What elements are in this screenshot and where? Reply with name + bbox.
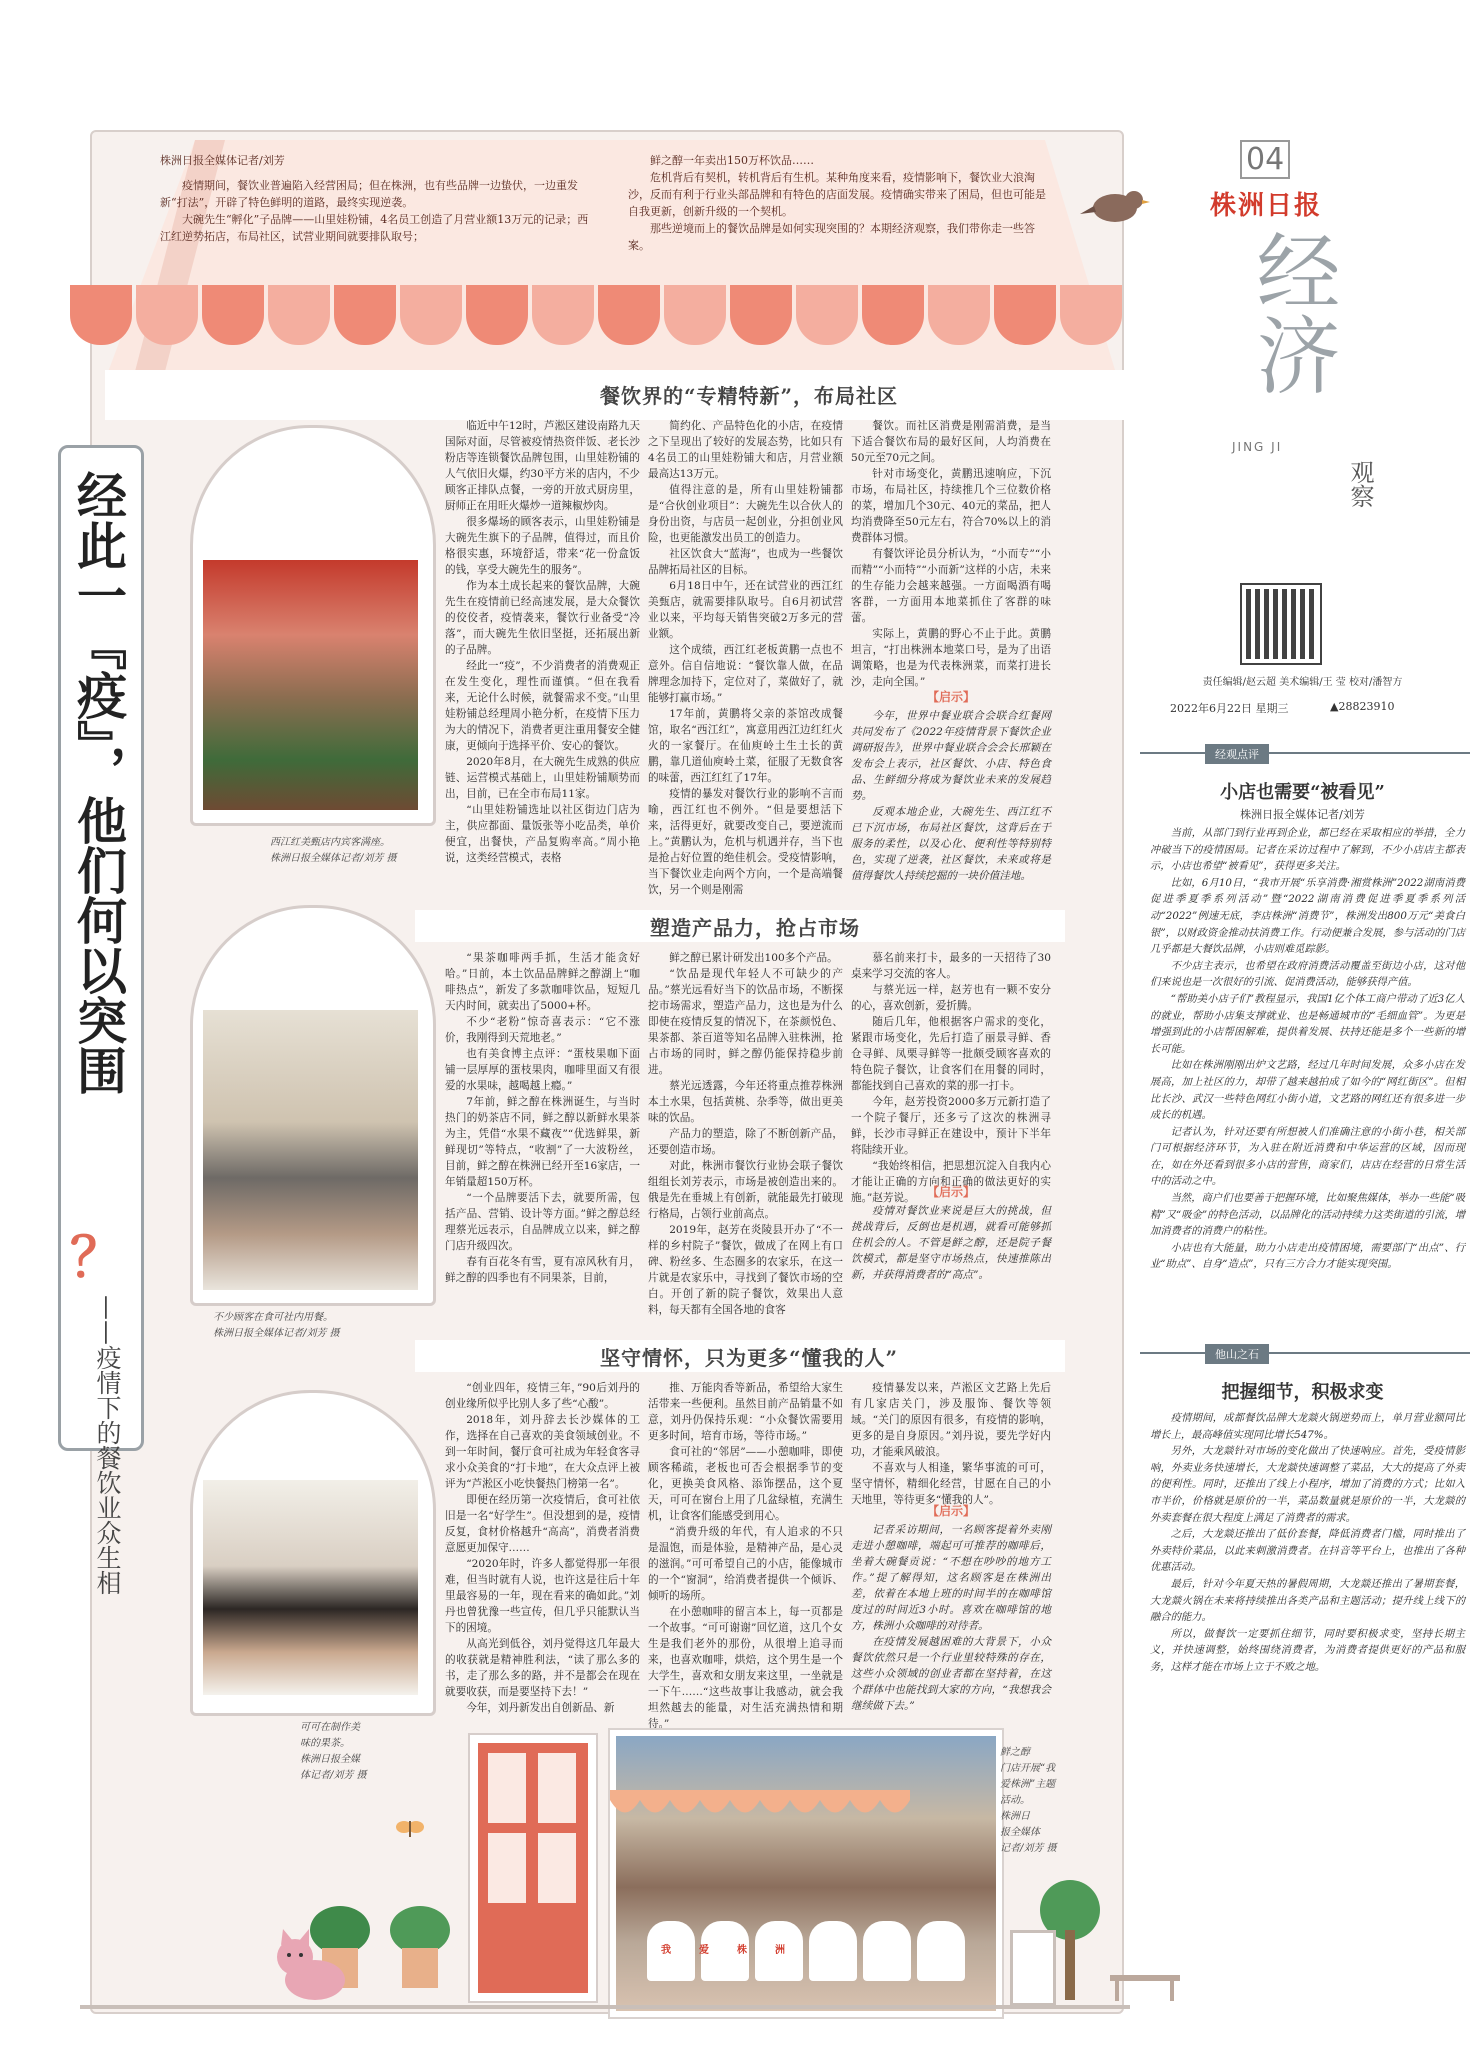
article-paragraph: 2019年，赵芳在炎陵县开办了“不一样的乡村院子”餐饮，做成了在网上有口碑、粉丝多、生态圈多的农家乐，在这一片就是农家乐中，寻找到了餐饮市场的空白。开创了新的院子餐饮，效果出人意料，每天都有全国各地的食客 — [648, 1224, 843, 1316]
issue-date: 2022年6月22日 星期三 — [1170, 702, 1289, 715]
insight-paragraph: 记者采访期间，一名顾客提着外卖刚走进小憩咖啡，端起可可推荐的咖啡后，坐着大碗餐贡说：“不想在吵吵的地方工作。”提了解得知，这名顾客是在株洲出差，依着在本地上班的时间半的在咖啡馆度过的时间近3小时。喜欢在咖啡馆的地方，株洲小众咖啡的对待者。 — [851, 1524, 1051, 1632]
red-door — [470, 1735, 596, 2001]
article-paragraph: “我始终相信，把思想沉淀入自我内心才能让正确的方向和正确的做法更好的实施。”赵芳说。 — [851, 1160, 1051, 1204]
title-question-mark: ？ — [70, 1226, 124, 1289]
article-paragraph: 疫情暴发以来，芦淞区文艺路上先后有几家店关门，涉及服饰、餐饮等领域。“关门的原因有很多，有疫情的影响，更多的是自身原因。”刘丹说，要先学好内功，才能乘风破浪。 — [851, 1382, 1051, 1458]
sidebar1-label: 经观点评 — [1205, 744, 1269, 764]
column-name: 观察 — [1346, 460, 1374, 508]
sidebar-paragraph: 当然，商户们也要善于把握环境，比如聚焦媒体，举办一些能“吸精”又“吸金”的特色活动，以品牌化的活动持续力这类街道的引流，增加消费者的消费户的粘性。 — [1150, 1192, 1465, 1238]
intro-byline: 株洲日报全媒体记者/刘芳 — [160, 154, 285, 167]
article-paragraph: 简约化、产品特色化的小店，在疫情之下呈现出了较好的发展态势，比如只有4名员工的山里娃粉铺大和店，月营业额最高达13万元。 — [648, 420, 843, 480]
article-paragraph: 餐饮。而社区消费是刚需消费，是当下适合餐饮布局的最好区间，人均消费在50元至70元之间。 — [851, 420, 1051, 464]
sidebar-paragraph: 当前，从部门到行业再到企业，都已经在采取相应的举措，全力冲破当下的疫情困局。记者在采访过程中了解到，不少小店店主都表示，小店也希望“被看见”，获得更多关注。 — [1150, 827, 1465, 873]
shirt-slogan: 我爱株洲 — [661, 1945, 813, 1956]
intro-left — [160, 152, 590, 245]
awning-graphic — [610, 1790, 910, 1830]
article-paragraph: 从高光到低谷，刘丹觉得这几年最大的收获就是精神胜利法，“读了那么多的书，走了那么多的路，并不是都会在现在就要收获，而是要坚持下去！” — [445, 1638, 640, 1698]
article-paragraph: 值得注意的是，所有山里娃粉铺都是“合伙创业项目”：大碗先生以合伙人的身份出资，与店员一起创业，分担创业风险，也更能激发出员工的创造力。 — [648, 484, 843, 544]
sidebar-paragraph: 疫情期间，成都餐饮品牌大龙燚火锅逆势而上，单月营业额同比增长上，最高峰值实现同比增长547%。 — [1150, 1412, 1465, 1441]
insight-paragraph: 反观本地企业，大碗先生、西江红不已下沉市场，布局社区餐饮，这背后在于服务的柔性，以及心化、便利性等特别特色，实现了逆袭，社区餐饮，未来或将是值得餐饮人持续挖掘的一块价值洼地。 — [851, 806, 1051, 882]
credits: 责任编辑/赵云超 美术编辑/王 莹 校对/潘智方 — [1202, 677, 1403, 688]
article-paragraph: 今年，刘丹新发出自创新品、新 — [466, 1702, 615, 1714]
sidebar-paragraph: 记者认为，针对还要有所想被人们准确注意的小街小巷，相关部门可根据经济环节，为入驻在附近消费和中华运营的区域，因而现在，如在外还看到很多小店的营售，商家们，店店在经营的日常生活中的活动之中。 — [1150, 1125, 1465, 1188]
article-paragraph: 很多爆场的顾客表示，山里娃粉铺是大碗先生旗下的子品牌，值得过，而且价格很实惠，环境舒适，带来“花一份盒饭的钱，享受大碗先生的服务”。 — [445, 516, 640, 576]
insight-paragraph: 在疫情发展越困难的大背景下，小众餐饮依然只是一个行业里较特殊的存在，这些小众领域的创业者都在坚持着，在这个群体中也能找到大家的方向，“我想我会继续做下去。” — [851, 1636, 1051, 1712]
article-paragraph: 春有百花冬有雪，夏有凉风秋有月，鲜之醇的四季也有不同果茶，目前， — [445, 1256, 640, 1284]
section1-heading: 餐饮界的“专精特新”，布局社区 — [600, 384, 899, 408]
article-paragraph: 随后几年，他根据客户需求的变化，紧跟市场变化，先后打造了丽景寻鲜、香仓寻鲜、凤栗寻鲜等一批颇受顾客喜欢的特色院子餐饮，让食客们在用餐的同时，都能找到自己喜欢的菜的那一打卡。 — [851, 1016, 1051, 1092]
photo-cafe — [203, 1010, 418, 1290]
photo-shopfront — [610, 1730, 1002, 2017]
article-paragraph: 临近中午12时，芦淞区建设南路九天国际对面，尽管被疫情热资伴饭、老长沙粉店等连锁餐饮品牌包围，山里娃粉铺的人气依旧火爆，约30平方米的店内，不少顾客正排队点餐，一旁的开放式厨房里，厨师正在用旺火爆炒一道辣椒炒肉。 — [445, 420, 640, 512]
article-paragraph: 17年前，黄鹏将父亲的茶馆改成餐馆，取名“西江红”，寓意用西江边红红火火的一家餐厅。在仙庾岭土生土长的黄鹏，靠几道仙庾岭土菜，征服了无数食客的味蕾，西江红红了17年。 — [648, 708, 843, 784]
article-paragraph: 2018年，刘丹辞去长沙媒体的工作，选择在自己喜欢的美食领域创业。不到一年时间，餐厅食可社成为年轻食客寻求小众美食的“打卡地”，在大众点评上被评为“芦淞区小吃快餐热门榜第一名”。 — [445, 1414, 640, 1490]
sidebar-paragraph: 所以，做餐饮一定要抓住细节，同时要积极求变，坚持长期主义，并快速调整，始终围绕消费者，为消费者提供更好的产品和服务，这样才能在市场上立于不败之地。 — [1150, 1627, 1465, 1673]
article-paragraph: 6月18日中午，还在试营业的西江红美甄店，就需要排队取号。自6月初试营业以来，平均每天销售突破2万多元的营业额。 — [648, 580, 843, 640]
section1-insight-tag: 【启示】 — [926, 690, 975, 704]
insight-paragraph: 疫情对餐饮业来说是巨大的挑战，但挑战背后，反倒也是机遇，就看可能够抓住机会的人。不管是鲜之醇，还是院子餐饮模式，都是坚守市场热点，快速推陈出新，并获得消费者的“高点”。 — [851, 1205, 1051, 1281]
article-paragraph: 蔡光远透露，今年还将重点推荐株洲本土水果，包括黄桃、杂季等，做出更美味的饮品。 — [648, 1080, 843, 1124]
intro-para: 那些逆境而上的餐饮品牌是如何实现突围的？本期经济观察，我们带你走一些答案。 — [628, 222, 1035, 252]
menu-board — [1010, 1930, 1056, 2006]
sidebar-paragraph: 比如在株洲刚刚出炉文艺路，经过几年时间发展，众多小店在发展高，加上社区的力，却带了越来越拍成了如今的“网红街区”。但相比长沙、武汉一些特色网红小街小道，文艺路的网红还有很多进一步成长的机遇。 — [1150, 1059, 1465, 1122]
section-big-title: 经济 — [1243, 228, 1341, 396]
intro-para: 大碗先生“孵化”子品牌——山里娃粉铺，4名员工创造了月营业额13万元的记录；西江红逆势拓店，布局社区，试营业期间就要排队取号； — [160, 213, 589, 243]
divider — [1140, 752, 1470, 754]
sidebar-paragraph: 之后，大龙燚还推出了低价套餐，降低消费者门槛，同时推出了外卖特价菜品，以此来刺激消费者。在抖音等平台上，也推出了各种优惠活动。 — [1150, 1528, 1465, 1574]
section1-col1 — [445, 418, 640, 913]
sidebar-paragraph: 最后，针对今年夏天热的暑假周期，大龙燚还推出了暑期套餐，大龙燚火锅在未来将持续推出各类产品和主题活动；提升线上线下的融合的能力。 — [1150, 1577, 1465, 1624]
article-paragraph: 对此，株洲市餐饮行业协会联子餐饮组组长刘芳表示，市场是被创造出来的。俄是先在垂城上有创新，就能最先打破现行格局，占领行业前高点。 — [648, 1160, 843, 1220]
sidebar1-byline: 株洲日报全媒体记者/刘芳 — [1240, 808, 1365, 821]
sidebar-paragraph: “帮助美小店子们”教程显示，我国1亿个体工商户带动了近3亿人的就业，帮助小店集支撑就业、也是畅通城市的“毛细血管”。为更是增强到此的小店帮困解难，提供着发展、扶持还能是多个一些新的增长可能。 — [1150, 992, 1465, 1055]
article-paragraph: 不少“老粉”惊奇喜表示：“它不涨价，我刚得到天荒地老。” — [445, 1016, 640, 1044]
article-paragraph: “果茶咖啡两手抓，生活才能贪好哈。”日前，本土饮品品牌鲜之醇湖上“咖啡热点”，新发了多款咖啡饮品，短短几天内时间，就卖出了5000+杯。 — [445, 952, 640, 1012]
photo-restaurant — [203, 560, 418, 810]
article-paragraph: “创业四年，疫情三年，”90后刘丹的创业缘所似乎比别人多了些“心酸”。 — [445, 1382, 640, 1410]
sidebar1-body — [1150, 825, 1465, 1315]
article-paragraph: 推、万能肉香等新品，希望给大家生活带来一些便利。虽然目前产品销量不如意，刘丹仍保持乐观：“小众餐饮需要用更多时间，培育市场，等待市场。” — [648, 1382, 843, 1442]
roof-eave — [70, 285, 1165, 345]
insight-paragraph: 今年，世界中餐业联合会联合红餐网共同发布了《2022年疫情背景下餐饮企业调研报告》，世界中餐业联合会会长邢颖在发布会上表示，社区餐饮、小店、特色食品、生鲜细分将成为餐饮业未来的发展趋势。 — [851, 710, 1051, 802]
intro-para: 危机背后有契机，转机背后有生机。某种角度来看，疫情影响下，餐饮业大浪淘沙，反而有利于行业头部品牌和有特色的店面发展。疫情确实带来了困局，但也可能是自我更新，创新升级的一个契机。 — [628, 171, 1046, 218]
caption-photo1: 西江红美甄店内宾客满座。 株洲日报全媒体记者/刘芳 摄 — [270, 837, 397, 864]
article-paragraph: 与蔡光远一样，赵芳也有一颗不安分的心，喜欢创新，爱折腾。 — [851, 984, 1051, 1012]
section3-col2 — [648, 1380, 843, 1730]
section2-heading: 塑造产品力，抢占市场 — [650, 916, 860, 940]
intro-para: 鲜之醇一年卖出150万杯饮品…… — [650, 154, 814, 167]
cat-icon — [265, 1925, 355, 2005]
article-paragraph: 也有美食博主点评：“蛋枝果咖下面铺一层厚厚的蛋枝果肉，咖啡里面又有很爱的水果味，越喝越上瘾。” — [445, 1048, 640, 1092]
main-title: 经此一『疫』，他们何以突围 — [69, 470, 127, 1095]
article-paragraph: 慕名前来打卡，最多的一天招待了30桌来学习交流的客人。 — [851, 952, 1051, 980]
main-subtitle: ——疫情下的餐饮业众生相 — [93, 1295, 122, 1595]
intro-para: 疫情期间，餐饮业普遍陷入经营困局；但在株洲，也有些品牌一边蛰伏，一边重发新“打法”，开辟了特色鲜明的道路，最终实现逆袭。 — [160, 179, 578, 209]
sidebar2-title: 把握细节，积极求变 — [1221, 1382, 1384, 1403]
sidebar-paragraph: 另外，大龙燚针对市场的变化做出了快速响应。首先，受疫情影响，外卖业务快速增长，大龙燚快速调整了菜品，大大的提高了外卖的便利性。同时，还推出了线上小程序，增加了消费的方式；比如入市半价，价格就是原价的一半，菜品数量就是原价的一半，大龙燚的外卖套餐在很大程度上满足了消费者的需求。 — [1150, 1445, 1465, 1524]
article-paragraph: 疫情的暴发对餐饮行业的影响不言而喻，西江红也不例外。“但是要想活下来，活得更好，就要改变自己，要逆流而上。”黄鹏认为，危机与机遇并存，当下也是抢占好位置的绝佳机会。受疫情影响，当下餐饮业走向两个方向，一个是高端餐饮，另一个则是刚需 — [648, 788, 843, 896]
photo-woman — [203, 1480, 418, 1695]
paper-name: 株洲日报 — [1210, 191, 1323, 221]
sidebar-paragraph: 不少店主表示，也希望在政府消费活动覆盖至街边小店，这对他们来说也是一次很好的引流、促消费活动，能够获得产值。 — [1150, 959, 1465, 989]
sidebar2-body — [1150, 1410, 1465, 1910]
article-paragraph: 社区饮食大“蓝海”，也成为一些餐饮品牌拓局社区的目标。 — [648, 548, 843, 576]
section2-col2 — [648, 950, 843, 1340]
sidebar-paragraph: 比如，6月10日，“我市开展“乐享消费·湘赏株洲”2022湖南消费促进季夏季系列活动”暨“2022湖南消费促进季夏季系列活动“2022”例速无底，李店株洲“消费节”，株洲发出800万元“美食白银”，以财政资金推动扶消费工作。行动便兼合发展，参与活动的门店几乎都是大餐饮品牌，小店则难觅踪影。 — [1150, 876, 1465, 956]
article-paragraph: 针对市场变化，黄鹏迅速响应，下沉市场，布局社区，持续推几个三位数价格的菜，增加几个30元、40元的菜品，把人均消费降至50元左右，符合70%以上的消费群体习惯。 — [851, 468, 1051, 544]
section3-insight — [851, 1522, 1051, 1727]
butterfly-icon — [395, 1815, 425, 1845]
caption-photo2: 不少顾客在食可社内用餐。 株洲日报全媒体记者/刘芳 摄 — [213, 1312, 340, 1339]
section3-heading: 坚守情怀，只为更多“懂我的人” — [600, 1346, 899, 1370]
ground-line — [80, 2005, 1130, 2009]
article-paragraph: 有餐饮评论员分析认为，“小而专”“小而精”“小而特”“小而新”这样的小店，未来的生存能力会越来越强。一方面喝酒有喝客群，一方面用本地菜抓住了客群的味蕾。 — [851, 548, 1051, 624]
article-paragraph: 即便在经历第一次疫情后，食可社依旧是一名“好学生”。但没想到的是，疫情反复，食材价格越升“高高”，消费者消费意愿更加保守…… — [445, 1494, 640, 1554]
sidebar2-label: 他山之石 — [1205, 1344, 1269, 1364]
section3-col1 — [445, 1380, 640, 1725]
article-paragraph: 7年前，鲜之醇在株洲诞生，与当时热门的奶茶店不同，鲜之醇以新鲜水果茶为主，凭借“水果不藏夜”“优选鲜果，新鲜现切”等特点，“收割”了一大波粉丝，目前，鲜之醇在株洲已经开至16家店，一年销量超150万杯。 — [445, 1096, 640, 1188]
article-paragraph: 在小憩咖啡的留言本上，每一页都是一个故事。“可可谢谢”回忆道，这几个女生是我们老外的那份，从很增上追寻而来，也喜欢咖啡，烘焙，这个男生是一个大学生，喜欢和女朋友来这里，一坐就是一下午……“这些故事让我感动，就会我坦然越去的能量，对生活充满热情和期待。” — [648, 1606, 843, 1730]
section1-col3 — [851, 418, 1051, 688]
hotline: ▲28823910 — [1330, 700, 1395, 713]
qr-code[interactable] — [1242, 585, 1320, 663]
article-paragraph: 鲜之醇已累计研发出100多个产品。 — [669, 952, 838, 964]
right-sidebar — [1130, 0, 1475, 2064]
intro-right — [628, 152, 1048, 254]
section1-col2 — [648, 418, 843, 913]
divider — [1140, 1352, 1470, 1354]
caption-photo4: 鲜之醇 门店开展“我 爱株洲”主题 活动。 株洲日 报全媒体 记者/刘芳 摄 — [1000, 1747, 1057, 1854]
article-paragraph: 今年，赵芳投资2000多万元新打造了一个院子餐厅，还多亏了这次的株洲寻鲜，长沙市寻鲜正在建设中，预计下半年将陆续开业。 — [851, 1096, 1051, 1156]
sidebar1-title: 小店也需要“被看见” — [1220, 782, 1385, 803]
page-number: 04 — [1240, 140, 1290, 179]
article-paragraph: 产品力的塑造，除了不断创新产品，还要创造市场。 — [648, 1128, 843, 1156]
sidebar-paragraph: 小店也有大能量，助力小店走出疫情困境，需要部门“出点”、行业“助点”、自身“造点”，只有三方合力才能实现突围。 — [1150, 1241, 1465, 1271]
article-paragraph: 这个成绩，西江红老板黄鹏一点也不意外。信自信地说：“餐饮靠人做，在品牌理念加持下，定位对了，菜做好了，就能够打赢市场。” — [648, 644, 843, 704]
article-paragraph: 经此一“疫”，不少消费者的消费观正在发生变化，理性而谨慎。“但在我看来，无论什么时候，就餐需求不变。”山里娃粉铺总经理周小艳分析，在疫情下压力为大的情况下，消费者更注重用餐安全健康，更倾向于选择平价、安心的餐饮。 — [445, 660, 640, 752]
article-paragraph: “一个品牌要活下去，就要所需，包括产品、营销、设计等方面。”鲜之醇总经理蔡光远表示，自品牌成立以来，鲜之醇门店升级四次。 — [445, 1192, 640, 1252]
article-paragraph: “消费升级的年代，有人追求的不只是温饱，而是体验，是精神产品，是心灵的滋润。”可可希望自己的小店，能像城市的一个“窗洞”，给消费者提供一个倾诉、倾听的场所。 — [648, 1526, 843, 1602]
article-paragraph: “饮品是现代年轻人不可缺少的产品。”蔡光远看好当下的饮品市场，不断探挖市场需求，塑造产品力，这也是为什么即使在疫情反复的情况下，在茶颜悦色、果茶都、茶百道等知名品牌入驻株洲，抢占市场的同时，鲜之醇仍能保持稳步前进。 — [648, 968, 843, 1076]
article-paragraph: 不喜欢与人相逢，繁华事流的可可，坚守情怀，精细化经营，甘愿在自己的小天地里，等待更多“懂我的人”。 — [851, 1462, 1051, 1506]
section3-insight-tag: 【启示】 — [926, 1504, 975, 1518]
section2-col1 — [445, 950, 640, 1340]
section3-col3 — [851, 1380, 1051, 1506]
article-paragraph: 实际上，黄鹏的野心不止于此。黄鹏坦言，“打出株洲本地菜口号，是为了出语调策略，也是为代表株洲菜，而菜打进长沙，走向全国。” — [851, 628, 1051, 688]
section2-insight — [851, 1203, 1051, 1333]
pinyin-label: JING JI — [1232, 440, 1283, 454]
caption-photo3: 可可在制作美 味的果茶。 株洲日报全媒 体记者/刘芳 摄 — [300, 1722, 367, 1781]
section1-insight — [851, 708, 1051, 913]
article-paragraph: 2020年8月，在大碗先生成熟的供应链、运营模式基础上，山里娃粉铺顺势而出，目前，已在全市布局11家。 — [445, 756, 640, 800]
article-paragraph: “2020年时，许多人都觉得那一年很难，但当时就有人说，也许这是往后十年里最容易的一年，现在看来的确如此。”刘丹也曾犹豫一些宣传，但几乎只能默认当下的困境。 — [445, 1558, 640, 1634]
article-paragraph: 作为本土成长起来的餐饮品牌，大碗先生在疫情前已经高速发展，是大众餐饮的佼佼者，疫情袭来，餐饮行业备受“冷落”，而大碗先生依旧坚挺，还拓展出新的子品牌。 — [445, 580, 640, 656]
article-paragraph: 食可社的“邻居”——小憩咖啡，即使顾客稀疏，老板也可否会根据季节的变化，更换美食风格、添饰摆品，这个夏天，可可在窗台上用了几盆绿植，充满生机，让食客们能感受到用心。 — [648, 1446, 843, 1522]
section2-insight-tag: 【启示】 — [926, 1185, 975, 1199]
article-paragraph: “山里娃粉铺选址以社区街边门店为主，供应都面、量饭张等小吃品类，单价便宜，出餐快，产品复购率高。”周小艳说，这类经营模式，表格 — [445, 804, 640, 864]
